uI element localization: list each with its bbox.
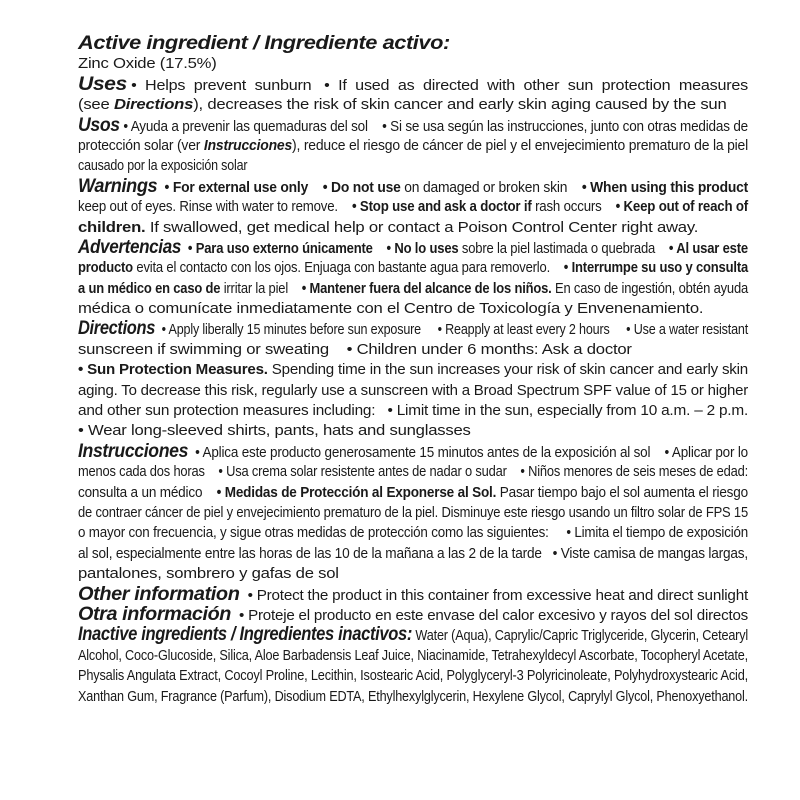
active-heading-text: Active ingredient / Ingrediente activo: <box>78 33 450 54</box>
usos-text: • Ayuda a prevenir las quemaduras del sol • Si se usa según las instrucciones, junto con otras medidas de <box>123 118 748 135</box>
otra-informacion-heading: Otra información <box>78 603 232 625</box>
uses-line-2 <box>78 95 748 115</box>
warning-text: keep out of eyes. Rinse with water to remove. <box>78 199 338 216</box>
instruccion-text: Pasar tiempo bajo el sol aumenta el riesgo <box>496 484 748 501</box>
advertencia-item: • Al usar este <box>668 240 748 257</box>
warnings-line-3 <box>78 218 748 238</box>
otra-informacion-text: • Proteje el producto en este envase del calor excesivo y rayos del sol directos <box>239 607 749 624</box>
directions-heading: Directions <box>78 318 156 340</box>
advertencia-item: a un médico en caso de <box>78 280 221 297</box>
directions-line-4 <box>78 381 748 401</box>
inactive-ingredients-text: Water (Aqua), Caprylic/Capric Triglyceride, Glycerin, Cetearyl <box>412 628 749 645</box>
direction-text: and other sun protection measures including: • Limit time in the sun, especially from 10 a.m. – 2 p.m. <box>78 403 749 420</box>
other-information-text: • Protect the product in this container from excessive heat and direct sunlight <box>247 587 748 604</box>
instrucciones-line-1 <box>78 442 748 462</box>
instruccion-text: consulta a un médico <box>78 484 217 501</box>
direction-text: aging. To decrease this risk, regularly use a sunscreen with a Broad Spectrum SPF value of 15 or higher <box>78 382 748 399</box>
direction-text: • Wear long-sleeved shirts, pants, hats and sunglasses <box>78 423 471 440</box>
sun-protection-measures-label: • Sun Protection Measures. <box>78 362 268 379</box>
instruccion-text: menos cada dos horas • Usa crema solar resistente antes de nadar o sudar • Niños menores de seis meses de edad: <box>78 464 748 481</box>
directions-line-1 <box>78 319 748 339</box>
uses-text: (see <box>78 97 114 114</box>
warnings-heading: Warnings <box>78 175 158 197</box>
advertencias-line-3 <box>78 279 748 299</box>
instruccion-text: • Aplica este producto generosamente 15 minutos antes de la exposición al sol • Aplicar por lo <box>195 444 748 461</box>
instrucciones-reference: Instrucciones <box>203 137 293 154</box>
warning-text: on damaged or broken skin <box>400 179 568 196</box>
instruccion-text: de contraer cáncer de piel y envejecimiento prematuro de la piel. Disminuye este riesgo usando un filtro solar de FPS 15 <box>78 504 748 521</box>
other-information-line <box>78 585 748 605</box>
advertencia-item: • Interrumpe su uso y consulta <box>563 260 749 277</box>
directions-line-6 <box>78 421 748 441</box>
active-ingredient-heading <box>78 34 748 54</box>
advertencia-item: producto <box>78 260 133 277</box>
instrucciones-heading: Instrucciones <box>78 440 189 462</box>
uses-text: ), decreases the risk of skin cancer and early skin aging caused by the sun <box>193 97 727 114</box>
warning-item: • Stop use and ask a doctor if <box>351 199 532 216</box>
instrucciones-line-6 <box>78 544 748 564</box>
advertencias-line-4 <box>78 299 748 319</box>
medidas-proteccion-label: • Medidas de Protección al Exponerse al Sol. <box>216 484 497 501</box>
warning-text: If swallowed, get medical help or contact a Poison Control Center right away. <box>145 219 699 236</box>
directions-line-3 <box>78 360 748 380</box>
advertencia-item: • Para uso externo únicamente <box>187 240 373 257</box>
instrucciones-line-5 <box>78 523 748 543</box>
inactive-ingredients-text: Alcohol, Coco-Glucoside, Silica, Aloe Barbadensis Leaf Juice, Niacinamide, Tetrahexyldecyl Ascorbate, Tocopheryl Acetate, <box>78 647 748 664</box>
advertencia-text: sobre la piel lastimada o quebrada <box>458 240 656 257</box>
inactive-ingredients-line-3 <box>78 666 748 686</box>
advertencia-text: irritar la piel <box>220 280 289 297</box>
active-value-text: Zinc Oxide (17.5%) <box>78 56 217 73</box>
advertencias-line-1 <box>78 238 748 258</box>
advertencia-item: • No lo uses <box>386 240 459 257</box>
directions-line-5 <box>78 401 748 421</box>
advertencia-text: En caso de ingestión, obtén ayuda <box>551 280 749 297</box>
otra-informacion-line <box>78 605 748 625</box>
directions-reference: Directions <box>113 97 194 114</box>
usos-text: causado por la exposición solar <box>78 158 248 175</box>
direction-item: • Use a water resistant <box>626 322 749 339</box>
inactive-ingredients-heading: Inactive ingredients / Ingredientes inactivos: <box>78 624 413 646</box>
inactive-ingredients-text: Xanthan Gum, Fragrance (Parfum), Disodium EDTA, Ethylhexylglycerin, Hexylene Glycol, Caprylyl Glycol, Phenoxyethanol. <box>78 688 748 705</box>
warning-item: • For external use only <box>164 179 309 196</box>
advertencias-heading: Advertencias <box>78 236 181 258</box>
direction-item: • Apply liberally 15 minutes before sun exposure <box>161 322 421 339</box>
usos-line-3 <box>78 156 748 176</box>
uses-text: • Helps prevent sunburn • If used as directed with other sun protection measures <box>131 77 748 94</box>
usos-line-2 <box>78 136 748 156</box>
uses-heading: Uses <box>78 73 127 95</box>
advertencia-item: • Mantener fuera del alcance de los niños. <box>301 280 552 297</box>
usos-heading: Usos <box>78 114 120 136</box>
instrucciones-line-4 <box>78 503 748 523</box>
instrucciones-line-3 <box>78 483 748 503</box>
advertencia-text: médica o comunícate inmediatamente con el Centro de Toxicología y Envenenamiento. <box>78 301 704 318</box>
advertencia-text: evita el contacto con los ojos. Enjuaga con bastante agua para removerlo. <box>132 260 551 277</box>
directions-line-2 <box>78 340 748 360</box>
direction-item: sunscreen if swimming or sweating • Children under 6 months: Ask a doctor <box>78 341 632 358</box>
advertencias-line-2 <box>78 258 748 278</box>
warning-item: • Do not use <box>322 179 401 196</box>
uses-line-1 <box>78 75 748 95</box>
warnings-line-2 <box>78 197 748 217</box>
instrucciones-line-2 <box>78 462 748 482</box>
inactive-ingredients-line-2 <box>78 646 748 666</box>
warning-item: children. <box>78 219 146 236</box>
instruccion-text: o mayor con frecuencia, y sigue otras medidas de protección como las siguientes: • Limita el tiempo de exposición <box>78 525 749 542</box>
usos-text: protección solar (ver <box>78 137 204 154</box>
instrucciones-line-7 <box>78 564 748 584</box>
inactive-ingredients-text: Physalis Angulata Extract, Cocoyl Proline, Lecithin, Isostearic Acid, Polyglyceryl-3 Polyricinoleate, Polyhydroxystearic Acid, <box>78 668 749 685</box>
warnings-line-1 <box>78 177 748 197</box>
direction-item: • Reapply at least every 2 hours <box>437 322 610 339</box>
drug-facts-label <box>78 34 748 707</box>
warning-item: • Keep out of reach of <box>615 199 749 216</box>
active-ingredient-value <box>78 54 748 74</box>
instruccion-text: pantalones, sombrero y gafas de sol <box>78 566 339 583</box>
instruccion-text: al sol, especialmente entre las horas de las 10 de la mañana a las 2 de la tarde • Viste camisa de mangas largas, <box>78 545 749 562</box>
inactive-ingredients-line-4 <box>78 687 748 707</box>
inactive-ingredients-line-1 <box>78 625 748 645</box>
usos-line-1 <box>78 116 748 136</box>
other-information-heading: Other information <box>78 583 240 605</box>
warning-text: rash occurs <box>531 199 602 216</box>
usos-text: ), reduce el riesgo de cáncer de piel y el envejecimiento prematuro de la piel <box>292 137 749 154</box>
direction-text: Spending time in the sun increases your risk of skin cancer and early skin <box>267 362 748 379</box>
warning-item: • When using this product <box>581 179 749 196</box>
